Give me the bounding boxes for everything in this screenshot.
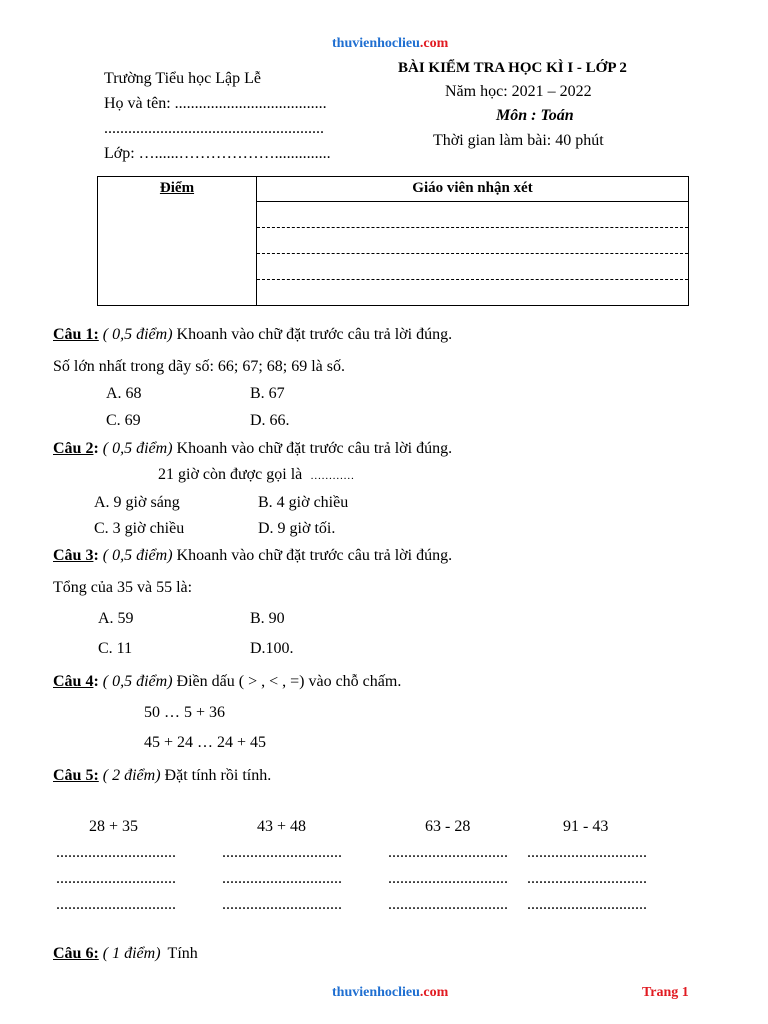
answer-dots: .............................. xyxy=(56,844,176,861)
comment-header: Giáo viên nhận xét xyxy=(257,177,688,202)
answer-dots: .............................. xyxy=(222,896,342,913)
question-2-blank: ………… xyxy=(310,470,355,482)
question-3-option-c: C. 11 xyxy=(98,640,133,657)
question-3-option-b: B. 90 xyxy=(250,610,285,627)
answer-dots: .............................. xyxy=(56,896,176,913)
website-name: thuvienhoclieu xyxy=(332,36,420,51)
exam-time: Thời gian làm bài: 40 phút xyxy=(433,132,604,149)
question-1-points: ( 0,5 điểm) xyxy=(102,326,173,343)
question-2-points: ( 0,5 điểm) xyxy=(102,440,173,457)
question-4-points: ( 0,5 điểm) xyxy=(102,673,173,690)
question-6-label: Câu 6: xyxy=(53,945,99,962)
question-2-colon: : xyxy=(93,440,99,457)
question-3-option-a: A. 59 xyxy=(98,610,134,627)
answer-dots: .............................. xyxy=(388,844,508,861)
website-header xyxy=(332,36,448,52)
question-3-instruction: Khoanh vào chữ đặt trước câu trả lời đúng. xyxy=(176,547,453,564)
grade-table xyxy=(97,176,689,306)
question-1-prompt: Số lớn nhất trong dãy số: 66; 67; 68; 69 là số. xyxy=(53,358,346,375)
question-2-heading xyxy=(53,440,452,458)
question-2-option-d: D. 9 giờ tối. xyxy=(258,520,336,537)
comment-cell xyxy=(257,177,689,306)
question-5-label: Câu 5: xyxy=(53,767,99,784)
question-1-option-d: D. 66. xyxy=(250,412,290,429)
score-cell xyxy=(98,177,257,306)
score-header: Điểm xyxy=(159,180,195,196)
answer-dots: .............................. xyxy=(56,870,176,887)
question-1-instruction: Khoanh vào chữ đặt trước câu trả lời đúng. xyxy=(176,326,453,343)
question-5-heading xyxy=(53,767,271,785)
question-4-label: Câu 4 xyxy=(53,673,94,690)
answer-dots: .............................. xyxy=(388,870,508,887)
answer-dots: .............................. xyxy=(222,844,342,861)
website-domain: .com xyxy=(419,36,449,51)
question-2-prompt-line xyxy=(158,466,354,484)
question-6-heading xyxy=(53,945,198,963)
question-4-heading xyxy=(53,673,401,691)
question-2-option-a: A. 9 giờ sáng xyxy=(94,494,180,511)
student-name-line: Họ và tên: ...................................... xyxy=(104,95,327,112)
question-4-instruction: Điền dấu ( > , < , =) vào chỗ chấm. xyxy=(176,673,402,690)
comment-line xyxy=(257,254,688,280)
question-3-colon: : xyxy=(93,547,99,564)
school-name: Trường Tiểu học Lập Lễ xyxy=(104,70,261,87)
question-1-label: Câu 1: xyxy=(53,326,99,343)
exam-title: BÀI KIỂM TRA HỌC KÌ I - LỚP 2 xyxy=(398,60,627,76)
website-name: thuvienhoclieu xyxy=(332,985,420,1000)
question-4-line-2: 45 + 24 … 24 + 45 xyxy=(144,734,267,751)
question-1-option-c: C. 69 xyxy=(106,412,141,429)
question-6-instruction: Tính xyxy=(167,945,198,962)
question-1-heading xyxy=(53,326,452,344)
question-2-label: Câu 2 xyxy=(53,440,94,457)
question-5-points: ( 2 điểm) xyxy=(102,767,161,784)
question-2-option-c: C. 3 giờ chiều xyxy=(94,520,185,537)
question-6-points: ( 1 điểm) xyxy=(102,945,161,962)
question-2-instruction: Khoanh vào chữ đặt trước câu trả lời đúng. xyxy=(176,440,453,457)
question-5-problem-4: 91 - 43 xyxy=(563,818,609,835)
website-domain: .com xyxy=(419,985,449,1000)
answer-dots: .............................. xyxy=(527,870,647,887)
question-3-option-d: D.100. xyxy=(250,640,294,657)
question-5-problem-3: 63 - 28 xyxy=(425,818,471,835)
website-footer xyxy=(332,985,448,1001)
answer-dots: .............................. xyxy=(527,896,647,913)
question-4-line-1: 50 … 5 + 36 xyxy=(144,704,226,721)
question-5-problem-1: 28 + 35 xyxy=(89,818,139,835)
question-1-option-b: B. 67 xyxy=(250,385,285,402)
student-name-extra-line: ....................................................... xyxy=(104,120,324,137)
question-3-prompt: Tổng của 35 và 55 là: xyxy=(53,579,193,596)
class-line: Lớp: …......……………….............. xyxy=(104,145,331,162)
question-3-heading xyxy=(53,547,452,565)
comment-line xyxy=(257,280,688,305)
answer-dots: .............................. xyxy=(222,870,342,887)
answer-dots: .............................. xyxy=(527,844,647,861)
answer-dots: .............................. xyxy=(388,896,508,913)
question-4-colon: : xyxy=(93,673,99,690)
question-2-prompt: 21 giờ còn được gọi là xyxy=(158,466,303,483)
comment-line xyxy=(257,202,688,228)
question-3-label: Câu 3 xyxy=(53,547,94,564)
comment-line xyxy=(257,228,688,254)
question-2-option-b: B. 4 giờ chiều xyxy=(258,494,349,511)
subject: Môn : Toán xyxy=(496,107,574,124)
question-3-points: ( 0,5 điểm) xyxy=(102,547,173,564)
question-1-option-a: A. 68 xyxy=(106,385,142,402)
question-5-problem-2: 43 + 48 xyxy=(257,818,307,835)
school-year: Năm học: 2021 – 2022 xyxy=(445,83,592,100)
question-5-instruction: Đặt tính rồi tính. xyxy=(164,767,272,784)
page-number: Trang 1 xyxy=(642,985,689,1000)
